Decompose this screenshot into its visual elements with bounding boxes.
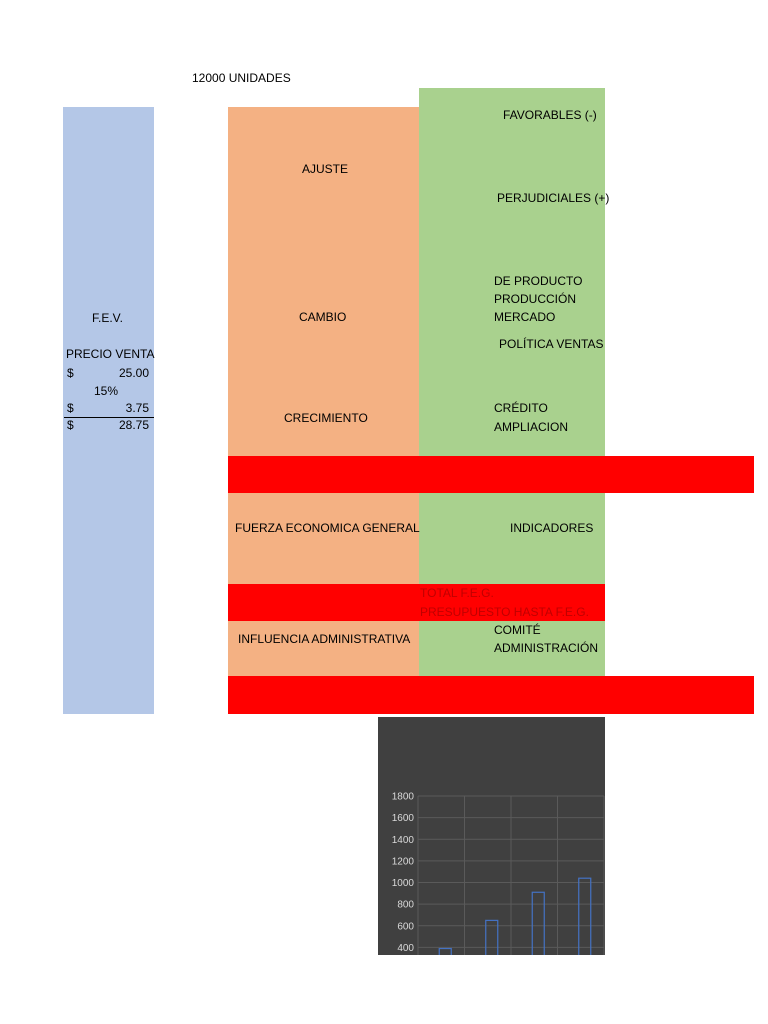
y-tick-label: 1600: [391, 813, 414, 825]
indicadores-label: INDICADORES: [510, 521, 594, 535]
price-label: PRECIO VENTA: [66, 347, 155, 361]
cambio-label: CAMBIO: [299, 310, 347, 324]
favorables-label: FAVORABLES (-): [503, 108, 597, 122]
base-price: 25.00: [118, 366, 149, 380]
influencia-label: INFLUENCIA ADMINISTRATIVA: [238, 632, 411, 646]
bar-chart: [378, 717, 605, 955]
y-tick-label: 400: [397, 942, 414, 954]
total-feg-label: TOTAL F.E.G.: [420, 586, 494, 600]
units-label: 12000 UNIDADES: [192, 71, 291, 85]
y-tick-label: 1000: [391, 878, 414, 890]
red-bar-3: [228, 676, 754, 714]
y-tick-label: 600: [397, 921, 414, 933]
fev-title: F.E.V.: [92, 311, 123, 325]
bar: [439, 949, 451, 955]
currency-3: $: [67, 418, 74, 432]
total-price: 28.75: [118, 418, 149, 432]
percent: 15%: [94, 384, 119, 398]
mercado-label: MERCADO: [494, 310, 556, 324]
currency-2: $: [67, 401, 74, 415]
de-producto-label: DE PRODUCTO: [494, 274, 583, 288]
crecimiento-label: CRECIMIENTO: [284, 411, 368, 425]
y-tick-label: 800: [397, 899, 414, 911]
y-tick-label: 1200: [391, 856, 414, 868]
ajuste-label: AJUSTE: [302, 162, 349, 176]
increase-value: 3.75: [125, 401, 149, 415]
bar: [579, 878, 591, 955]
credito-label: CRÉDITO: [494, 401, 548, 415]
red-bar-1: [228, 456, 754, 493]
ampliacion-label: AMPLIACION: [494, 420, 569, 434]
perjudiciales-label: PERJUDICIALES (+): [497, 191, 610, 205]
feg-label: FUERZA ECONOMICA GENERAL: [235, 521, 420, 535]
y-tick-label: 1400: [391, 834, 414, 846]
presupuesto-feg-label: PRESUPUESTO HASTA F.E.G.: [420, 605, 589, 619]
y-tick-label: 1800: [391, 791, 414, 803]
administracion-label: ADMINISTRACIÓN: [494, 641, 599, 655]
politica-ventas-label: POLÍTICA VENTAS: [499, 337, 604, 351]
produccion-label: PRODUCCIÓN: [494, 292, 577, 306]
chart-area: [378, 717, 605, 955]
comite-label: COMITÉ: [494, 623, 541, 637]
bar: [532, 892, 544, 955]
currency-1: $: [67, 366, 74, 380]
